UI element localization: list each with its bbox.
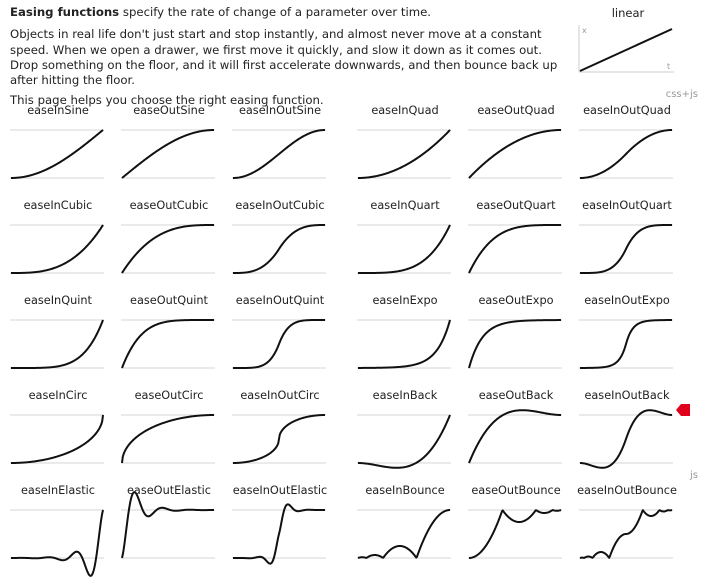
easing-label: easeInOutQuint <box>235 294 325 307</box>
easing-label: easeInOutSine <box>238 104 322 117</box>
easing-cell-easeInOutQuart[interactable] <box>579 195 675 290</box>
easing-label: easeOutQuart <box>476 199 556 212</box>
easing-cell-easeOutBack[interactable] <box>468 385 564 480</box>
easing-cell-easeInExpo[interactable] <box>357 290 453 385</box>
selection-marker-icon <box>676 404 690 416</box>
easing-curve <box>580 320 672 368</box>
linear-plot <box>578 21 678 75</box>
easing-cell-easeOutElastic[interactable] <box>121 480 217 575</box>
easing-label: easeOutCubic <box>129 199 209 212</box>
easing-curve <box>469 225 561 273</box>
easing-curve <box>11 320 103 368</box>
easing-label: easeInCubic <box>23 199 93 212</box>
intro-title-rest: specify the rate of change of a parameter over time. <box>119 5 432 19</box>
easing-curve <box>233 225 325 273</box>
easing-curve <box>358 510 450 558</box>
easing-curve <box>11 130 103 178</box>
easing-curve <box>122 130 214 178</box>
linear-example[interactable] <box>578 4 678 74</box>
easing-cell-easeOutQuart[interactable] <box>468 195 564 290</box>
easing-curve <box>469 320 561 368</box>
easing-curve <box>11 225 103 273</box>
easing-label: easeInElastic <box>20 484 96 497</box>
easing-cell-easeInCirc[interactable] <box>10 385 106 480</box>
easing-curve <box>122 492 214 558</box>
intro-title-bold: Easing functions <box>10 5 120 19</box>
easing-label: easeInOutQuad <box>583 104 671 117</box>
easing-curve <box>233 415 325 463</box>
easing-curve <box>358 130 450 178</box>
easing-curve <box>233 320 325 368</box>
easing-cell-easeInSine[interactable] <box>10 100 106 195</box>
easing-label: easeInBack <box>372 389 438 402</box>
easing-curve <box>11 415 103 463</box>
js-link[interactable]: js <box>690 470 698 481</box>
easing-curve <box>580 130 672 178</box>
easing-label: easeInQuart <box>370 199 440 212</box>
easing-cell-easeInOutSine[interactable] <box>232 100 328 195</box>
easing-label: easeOutBack <box>478 389 554 402</box>
intro-title <box>10 5 560 20</box>
easing-label: easeInCirc <box>28 389 88 402</box>
easing-label: easeOutElastic <box>126 484 212 497</box>
easing-label: easeInOutCirc <box>240 389 320 402</box>
easing-curve <box>469 410 561 463</box>
easing-cell-easeOutBounce[interactable] <box>468 480 564 575</box>
easing-curve <box>122 225 214 273</box>
easing-label: easeInOutExpo <box>584 294 670 307</box>
easing-label: easeInOutBounce <box>577 484 677 497</box>
easing-cell-easeInOutQuint[interactable] <box>232 290 328 385</box>
easing-label: easeInQuad <box>371 104 439 117</box>
linear-x-axis-label: x <box>582 26 587 35</box>
easing-cell-easeOutQuint[interactable] <box>121 290 217 385</box>
easing-label: easeInOutQuart <box>582 199 672 212</box>
easing-cell-easeInOutExpo[interactable] <box>579 290 675 385</box>
linear-title: linear <box>611 6 645 20</box>
easing-cell-easeInOutQuad[interactable] <box>579 100 675 195</box>
easing-cell-easeOutSine[interactable] <box>121 100 217 195</box>
easing-cell-easeInOutElastic[interactable] <box>232 480 328 575</box>
easing-label: easeOutSine <box>133 104 205 117</box>
intro-paragraph: Objects in real life don't just start and stop instantly, and almost never move at a constant speed. When we open a drawer, we first move it quickly, and slow it down as it comes out. Drop something on the floor, and it will first accelerate downwards, and then bounce back up after hitting the floor. <box>10 27 558 88</box>
easing-label: easeInOutElastic <box>232 484 328 497</box>
easing-curve <box>122 415 214 463</box>
easing-curve <box>580 410 672 468</box>
easing-cell-easeOutExpo[interactable] <box>468 290 564 385</box>
css-js-link[interactable]: css+js <box>665 89 698 100</box>
easing-label: easeOutQuint <box>130 294 208 307</box>
easing-cell-easeOutCirc[interactable] <box>121 385 217 480</box>
easing-label: easeInBounce <box>365 484 445 497</box>
easing-curve <box>469 130 561 178</box>
easing-cell-easeInQuint[interactable] <box>10 290 106 385</box>
easing-curve <box>233 504 325 563</box>
easing-label: easeInQuint <box>24 294 92 307</box>
easing-cell-easeOutQuad[interactable] <box>468 100 564 195</box>
easing-label: easeInExpo <box>372 294 438 307</box>
easing-label: easeInSine <box>27 104 89 117</box>
intro-help: This page helps you choose the right easing function. <box>10 93 324 108</box>
easing-cell-easeInQuart[interactable] <box>357 195 453 290</box>
easing-cell-easeInOutCubic[interactable] <box>232 195 328 290</box>
easing-curve <box>580 510 672 558</box>
easing-curve <box>358 320 450 368</box>
linear-t-axis-label: t <box>667 62 671 71</box>
easing-label: easeOutExpo <box>478 294 554 307</box>
easing-curve <box>580 225 672 273</box>
easing-cell-easeInQuad[interactable] <box>357 100 453 195</box>
easing-curve <box>122 320 214 368</box>
easing-cell-easeOutCubic[interactable] <box>121 195 217 290</box>
easing-label: easeOutBounce <box>471 484 561 497</box>
easing-cell-easeInOutBounce[interactable] <box>579 480 675 575</box>
easing-label: easeInOutBack <box>584 389 670 402</box>
easing-cell-easeInOutCirc[interactable] <box>232 385 328 480</box>
easing-cell-easeInBounce[interactable] <box>357 480 453 575</box>
easing-curve <box>11 510 103 576</box>
easing-cell-easeInElastic[interactable] <box>10 480 106 575</box>
easing-curve <box>233 130 325 178</box>
easing-cell-easeInOutBack[interactable] <box>579 385 675 480</box>
easing-curve <box>358 225 450 273</box>
easing-label: easeOutQuad <box>477 104 555 117</box>
easing-cell-easeInCubic[interactable] <box>10 195 106 290</box>
easing-label: easeInOutCubic <box>235 199 325 212</box>
easing-label: easeOutCirc <box>134 389 204 402</box>
easing-curve <box>358 415 450 468</box>
easing-cell-easeInBack[interactable] <box>357 385 453 480</box>
easing-curve <box>469 510 561 558</box>
